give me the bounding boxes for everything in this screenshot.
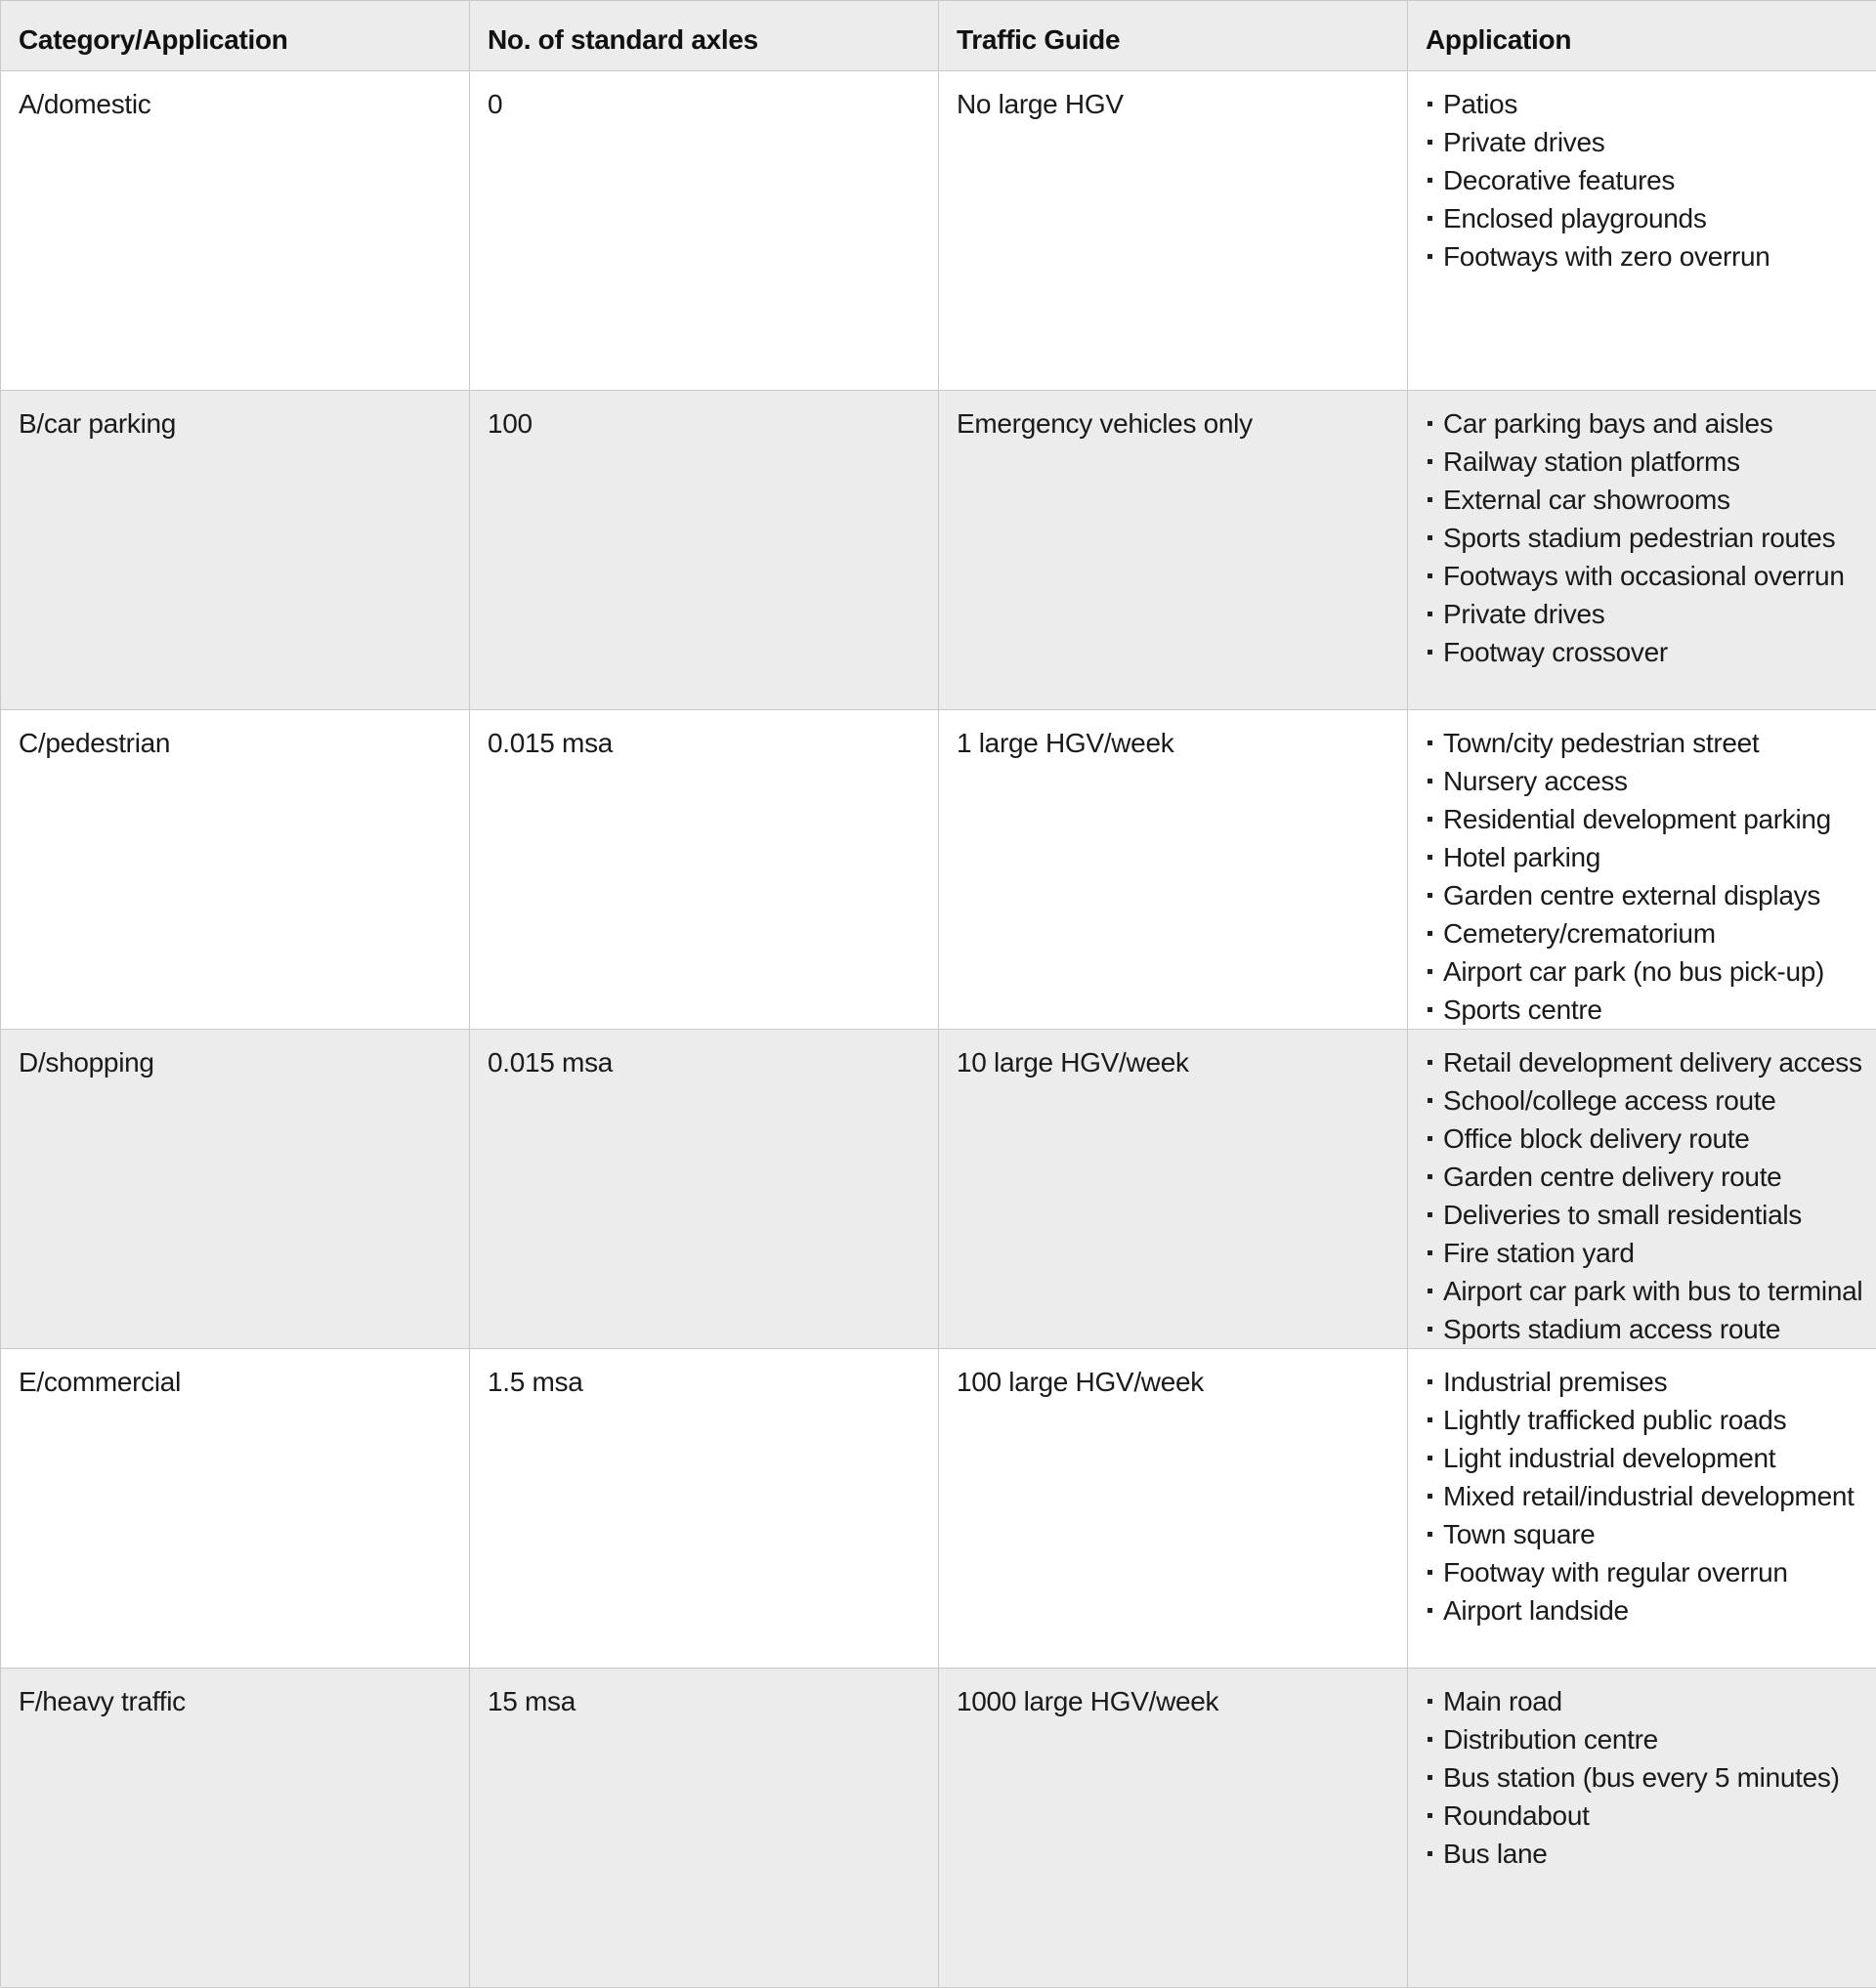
axles-cell: 15 msa (470, 1669, 939, 1988)
category-cell: B/car parking (1, 391, 470, 710)
axles-cell: 0.015 msa (470, 710, 939, 1030)
application-cell (1408, 1349, 1876, 1669)
traffic-guide-cell: 1 large HGV/week (939, 710, 1408, 1030)
traffic-guide-cell: 1000 large HGV/week (939, 1669, 1408, 1988)
application-list-item: Airport car park with bus to terminal (1426, 1272, 1858, 1310)
application-list-item: Deliveries to small residentials (1426, 1196, 1858, 1234)
application-list-item: Footways with zero overrun (1426, 237, 1858, 275)
application-list-item: Cemetery/crematorium (1426, 914, 1858, 952)
application-list (1426, 1363, 1858, 1629)
application-list (1426, 724, 1858, 1029)
application-list-item: Decorative features (1426, 161, 1858, 199)
application-list-item: Airport landside (1426, 1591, 1858, 1629)
axles-cell: 1.5 msa (470, 1349, 939, 1669)
application-list (1426, 85, 1858, 275)
application-list-item: Airport car park (no bus pick-up) (1426, 952, 1858, 991)
application-list-item: Lightly trafficked public roads (1426, 1401, 1858, 1439)
header-traffic-guide: Traffic Guide (939, 1, 1408, 71)
application-list-item: Bus lane (1426, 1835, 1858, 1873)
application-list-item: Footway with regular overrun (1426, 1553, 1858, 1591)
application-list-item: Town/city pedestrian street (1426, 724, 1858, 762)
application-list-item: Light industrial development (1426, 1439, 1858, 1477)
application-list-item: Hotel parking (1426, 838, 1858, 876)
category-cell: E/commercial (1, 1349, 470, 1669)
application-list-item: Enclosed playgrounds (1426, 199, 1858, 237)
application-list-item: Footway crossover (1426, 633, 1858, 671)
traffic-guide-cell: Emergency vehicles only (939, 391, 1408, 710)
application-list-item: Distribution centre (1426, 1720, 1858, 1758)
application-list-item: Sports stadium access route (1426, 1310, 1858, 1348)
application-cell (1408, 1669, 1876, 1988)
application-list-item: Patios (1426, 85, 1858, 123)
application-list-item: Fire station yard (1426, 1234, 1858, 1272)
application-cell (1408, 710, 1876, 1030)
application-list-item: Sports centre (1426, 991, 1858, 1029)
category-cell: A/domestic (1, 71, 470, 391)
application-list-item: School/college access route (1426, 1081, 1858, 1120)
application-cell (1408, 391, 1876, 710)
axles-cell: 0 (470, 71, 939, 391)
application-cell (1408, 71, 1876, 391)
application-list (1426, 404, 1858, 671)
category-cell: F/heavy traffic (1, 1669, 470, 1988)
application-list-item: Retail development delivery access (1426, 1043, 1858, 1081)
header-application: Application (1408, 1, 1876, 71)
application-list (1426, 1043, 1863, 1348)
application-list-item: Footways with occasional overrun (1426, 557, 1858, 595)
traffic-guide-cell: 10 large HGV/week (939, 1030, 1408, 1349)
application-list-item: Main road (1426, 1682, 1858, 1720)
application-list-item: Office block delivery route (1426, 1120, 1858, 1158)
category-cell: C/pedestrian (1, 710, 470, 1030)
application-list-item: Industrial premises (1426, 1363, 1858, 1401)
application-list-item: External car showrooms (1426, 481, 1858, 519)
application-cell (1408, 1030, 1876, 1349)
application-list-item: Garden centre delivery route (1426, 1158, 1858, 1196)
application-list-item: Nursery access (1426, 762, 1858, 800)
traffic-guide-cell: 100 large HGV/week (939, 1349, 1408, 1669)
category-cell: D/shopping (1, 1030, 470, 1349)
application-list-item: Residential development parking (1426, 800, 1858, 838)
application-list-item: Private drives (1426, 123, 1858, 161)
application-list (1426, 1682, 1858, 1873)
application-list-item: Town square (1426, 1515, 1858, 1553)
application-list-item: Railway station platforms (1426, 443, 1858, 481)
axles-cell: 0.015 msa (470, 1030, 939, 1349)
application-list-item: Mixed retail/industrial development (1426, 1477, 1858, 1515)
application-list-item: Private drives (1426, 595, 1858, 633)
traffic-guide-cell: No large HGV (939, 71, 1408, 391)
header-axles: No. of standard axles (470, 1, 939, 71)
header-category: Category/Application (1, 1, 470, 71)
application-list-item: Roundabout (1426, 1797, 1858, 1835)
application-list-item: Garden centre external displays (1426, 876, 1858, 914)
application-list-item: Car parking bays and aisles (1426, 404, 1858, 443)
application-list-item: Sports stadium pedestrian routes (1426, 519, 1858, 557)
axles-cell: 100 (470, 391, 939, 710)
application-list-item: Bus station (bus every 5 minutes) (1426, 1758, 1858, 1797)
